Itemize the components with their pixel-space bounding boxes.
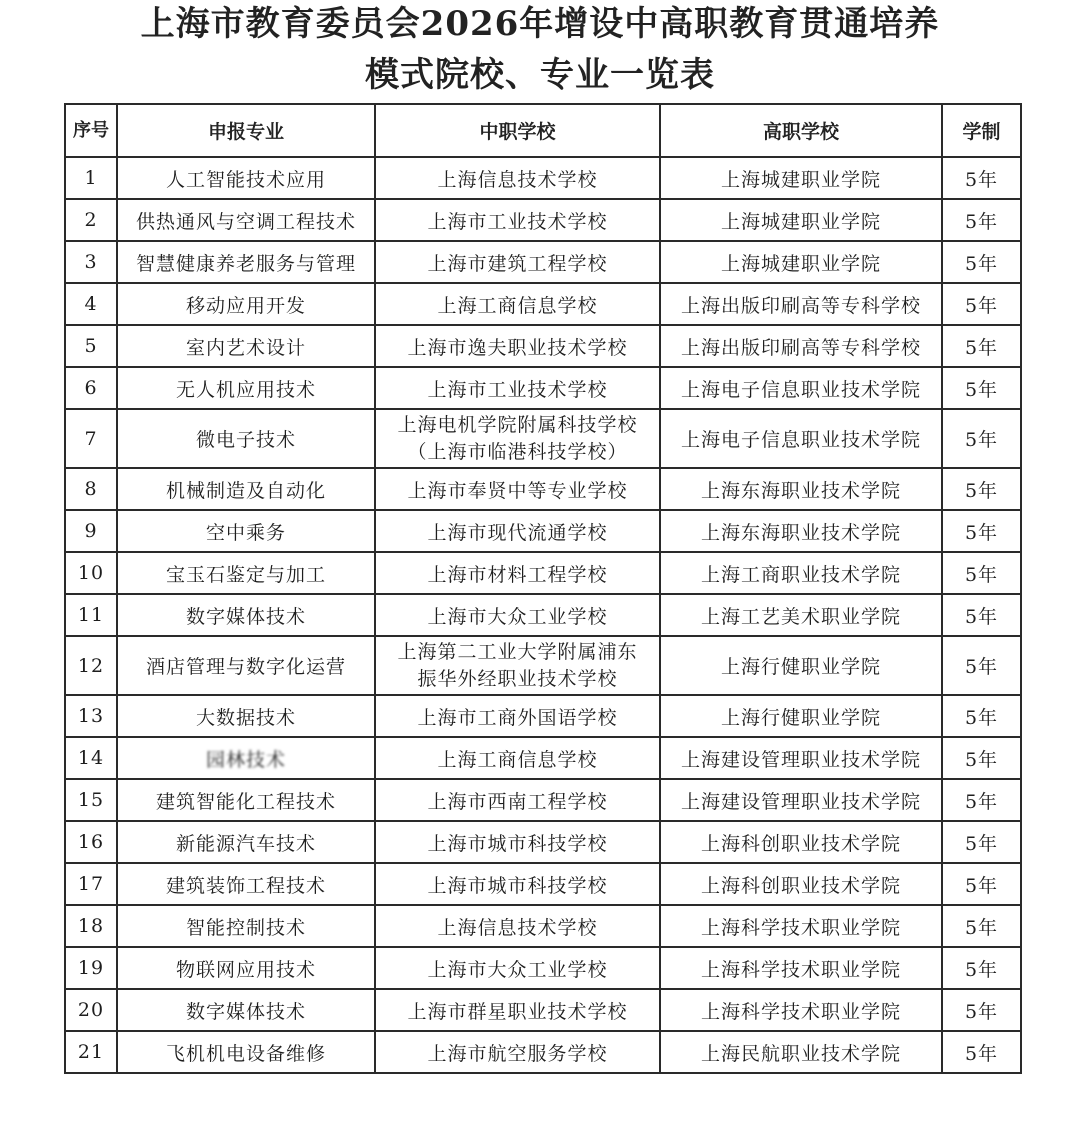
table-row bbox=[65, 510, 1021, 552]
row-higher-school: 上海出版印刷高等专科学校 bbox=[660, 283, 942, 325]
row-seq: 20 bbox=[65, 989, 117, 1031]
row-higher-school: 上海科创职业技术学院 bbox=[660, 863, 942, 905]
school-major-table bbox=[64, 103, 1022, 1074]
row-major: 物联网应用技术 bbox=[117, 947, 375, 989]
row-duration: 5年 bbox=[942, 947, 1021, 989]
row-seq: 14 bbox=[65, 737, 117, 779]
row-seq: 21 bbox=[65, 1031, 117, 1073]
document-title-line-2: 模式院校、专业一览表 bbox=[365, 55, 715, 95]
row-higher-school: 上海城建职业学院 bbox=[660, 199, 942, 241]
row-seq: 3 bbox=[65, 241, 117, 283]
row-duration: 5年 bbox=[942, 863, 1021, 905]
row-secondary-school: 上海市群星职业技术学校 bbox=[375, 989, 660, 1031]
table-row bbox=[65, 367, 1021, 409]
secondary-school-line-2: 振华外经职业技术学校 bbox=[417, 667, 618, 690]
row-secondary-school: 上海信息技术学校 bbox=[375, 157, 660, 199]
table-row bbox=[65, 989, 1021, 1031]
row-major: 室内艺术设计 bbox=[117, 325, 375, 367]
table-row bbox=[65, 283, 1021, 325]
table-row bbox=[65, 468, 1021, 510]
row-secondary-school: 上海工商信息学校 bbox=[375, 283, 660, 325]
secondary-school-line-1: 上海电机学院附属科技学校 bbox=[397, 413, 638, 436]
row-higher-school: 上海东海职业技术学院 bbox=[660, 510, 942, 552]
table-row bbox=[65, 863, 1021, 905]
row-seq: 11 bbox=[65, 594, 117, 636]
row-major: 建筑智能化工程技术 bbox=[117, 779, 375, 821]
row-seq: 6 bbox=[65, 367, 117, 409]
row-secondary-school: 上海市建筑工程学校 bbox=[375, 241, 660, 283]
row-secondary-school bbox=[375, 409, 660, 468]
table-row bbox=[65, 552, 1021, 594]
row-duration: 5年 bbox=[942, 1031, 1021, 1073]
row-major: 供热通风与空调工程技术 bbox=[117, 199, 375, 241]
row-duration: 5年 bbox=[942, 510, 1021, 552]
row-major: 无人机应用技术 bbox=[117, 367, 375, 409]
row-major-obscured: 园林技术 bbox=[117, 737, 375, 779]
row-duration: 5年 bbox=[942, 468, 1021, 510]
row-higher-school: 上海建设管理职业技术学院 bbox=[660, 737, 942, 779]
row-duration: 5年 bbox=[942, 283, 1021, 325]
row-major: 酒店管理与数字化运营 bbox=[117, 636, 375, 695]
row-duration: 5年 bbox=[942, 199, 1021, 241]
row-secondary-school: 上海市奉贤中等专业学校 bbox=[375, 468, 660, 510]
row-seq: 7 bbox=[65, 409, 117, 468]
row-higher-school: 上海城建职业学院 bbox=[660, 241, 942, 283]
row-secondary-school: 上海市城市科技学校 bbox=[375, 821, 660, 863]
row-major: 空中乘务 bbox=[117, 510, 375, 552]
table-row bbox=[65, 409, 1021, 468]
row-higher-school: 上海城建职业学院 bbox=[660, 157, 942, 199]
row-seq: 1 bbox=[65, 157, 117, 199]
row-seq: 13 bbox=[65, 695, 117, 737]
row-major: 机械制造及自动化 bbox=[117, 468, 375, 510]
table-row bbox=[65, 1031, 1021, 1073]
row-seq: 2 bbox=[65, 199, 117, 241]
row-secondary-school: 上海市城市科技学校 bbox=[375, 863, 660, 905]
table-row bbox=[65, 241, 1021, 283]
row-seq: 16 bbox=[65, 821, 117, 863]
row-higher-school: 上海科学技术职业学院 bbox=[660, 947, 942, 989]
table-row bbox=[65, 199, 1021, 241]
row-seq: 4 bbox=[65, 283, 117, 325]
row-duration: 5年 bbox=[942, 821, 1021, 863]
row-seq: 17 bbox=[65, 863, 117, 905]
row-seq: 18 bbox=[65, 905, 117, 947]
row-major: 新能源汽车技术 bbox=[117, 821, 375, 863]
row-duration: 5年 bbox=[942, 695, 1021, 737]
table-row bbox=[65, 947, 1021, 989]
row-major: 宝玉石鉴定与加工 bbox=[117, 552, 375, 594]
row-secondary-school: 上海市工商外国语学校 bbox=[375, 695, 660, 737]
row-seq: 10 bbox=[65, 552, 117, 594]
row-secondary-school: 上海市航空服务学校 bbox=[375, 1031, 660, 1073]
row-major: 智慧健康养老服务与管理 bbox=[117, 241, 375, 283]
row-duration: 5年 bbox=[942, 157, 1021, 199]
row-higher-school: 上海建设管理职业技术学院 bbox=[660, 779, 942, 821]
row-major: 大数据技术 bbox=[117, 695, 375, 737]
table-row bbox=[65, 905, 1021, 947]
row-major: 移动应用开发 bbox=[117, 283, 375, 325]
row-duration: 5年 bbox=[942, 241, 1021, 283]
table-row bbox=[65, 325, 1021, 367]
row-seq: 8 bbox=[65, 468, 117, 510]
row-seq: 19 bbox=[65, 947, 117, 989]
row-secondary-school: 上海市材料工程学校 bbox=[375, 552, 660, 594]
secondary-school-line-2: （上海市临港科技学校） bbox=[407, 440, 628, 463]
row-major: 数字媒体技术 bbox=[117, 594, 375, 636]
row-higher-school: 上海工艺美术职业学院 bbox=[660, 594, 942, 636]
row-duration: 5年 bbox=[942, 636, 1021, 695]
row-major: 人工智能技术应用 bbox=[117, 157, 375, 199]
row-higher-school: 上海行健职业学院 bbox=[660, 636, 942, 695]
row-duration: 5年 bbox=[942, 367, 1021, 409]
row-higher-school: 上海民航职业技术学院 bbox=[660, 1031, 942, 1073]
row-higher-school: 上海行健职业学院 bbox=[660, 695, 942, 737]
row-higher-school: 上海出版印刷高等专科学校 bbox=[660, 325, 942, 367]
row-higher-school: 上海东海职业技术学院 bbox=[660, 468, 942, 510]
table-row bbox=[65, 636, 1021, 695]
row-secondary-school: 上海市大众工业学校 bbox=[375, 947, 660, 989]
row-secondary-school: 上海工商信息学校 bbox=[375, 737, 660, 779]
row-secondary-school: 上海市工业技术学校 bbox=[375, 199, 660, 241]
table-row bbox=[65, 594, 1021, 636]
row-major: 微电子技术 bbox=[117, 409, 375, 468]
row-secondary-school: 上海市现代流通学校 bbox=[375, 510, 660, 552]
row-secondary-school: 上海市工业技术学校 bbox=[375, 367, 660, 409]
header-major: 申报专业 bbox=[117, 104, 375, 157]
row-duration: 5年 bbox=[942, 325, 1021, 367]
table-row bbox=[65, 821, 1021, 863]
row-major: 数字媒体技术 bbox=[117, 989, 375, 1031]
row-secondary-school: 上海市大众工业学校 bbox=[375, 594, 660, 636]
row-higher-school: 上海电子信息职业技术学院 bbox=[660, 409, 942, 468]
row-seq: 5 bbox=[65, 325, 117, 367]
row-higher-school: 上海科学技术职业学院 bbox=[660, 905, 942, 947]
secondary-school-line-1: 上海第二工业大学附属浦东 bbox=[397, 640, 638, 663]
row-secondary-school: 上海市西南工程学校 bbox=[375, 779, 660, 821]
row-secondary-school bbox=[375, 636, 660, 695]
row-higher-school: 上海科创职业技术学院 bbox=[660, 821, 942, 863]
header-higher-school: 高职学校 bbox=[660, 104, 942, 157]
row-duration: 5年 bbox=[942, 409, 1021, 468]
table-row bbox=[65, 737, 1021, 779]
row-duration: 5年 bbox=[942, 594, 1021, 636]
row-duration: 5年 bbox=[942, 779, 1021, 821]
row-higher-school: 上海工商职业技术学院 bbox=[660, 552, 942, 594]
row-higher-school: 上海科学技术职业学院 bbox=[660, 989, 942, 1031]
row-secondary-school: 上海信息技术学校 bbox=[375, 905, 660, 947]
document-title-line-1: 上海市教育委员会2026年增设中高职教育贯通培养 bbox=[140, 4, 940, 44]
row-secondary-school: 上海市逸夫职业技术学校 bbox=[375, 325, 660, 367]
table-row bbox=[65, 779, 1021, 821]
row-seq: 15 bbox=[65, 779, 117, 821]
row-duration: 5年 bbox=[942, 737, 1021, 779]
table-row bbox=[65, 157, 1021, 199]
row-major: 飞机机电设备维修 bbox=[117, 1031, 375, 1073]
row-seq: 9 bbox=[65, 510, 117, 552]
row-duration: 5年 bbox=[942, 905, 1021, 947]
row-duration: 5年 bbox=[942, 989, 1021, 1031]
row-major: 建筑装饰工程技术 bbox=[117, 863, 375, 905]
row-seq: 12 bbox=[65, 636, 117, 695]
header-seq: 序号 bbox=[65, 104, 117, 157]
row-duration: 5年 bbox=[942, 552, 1021, 594]
table-header-row bbox=[65, 104, 1021, 157]
table-row bbox=[65, 695, 1021, 737]
header-secondary-school: 中职学校 bbox=[375, 104, 660, 157]
header-duration: 学制 bbox=[942, 104, 1021, 157]
row-major: 智能控制技术 bbox=[117, 905, 375, 947]
row-higher-school: 上海电子信息职业技术学院 bbox=[660, 367, 942, 409]
